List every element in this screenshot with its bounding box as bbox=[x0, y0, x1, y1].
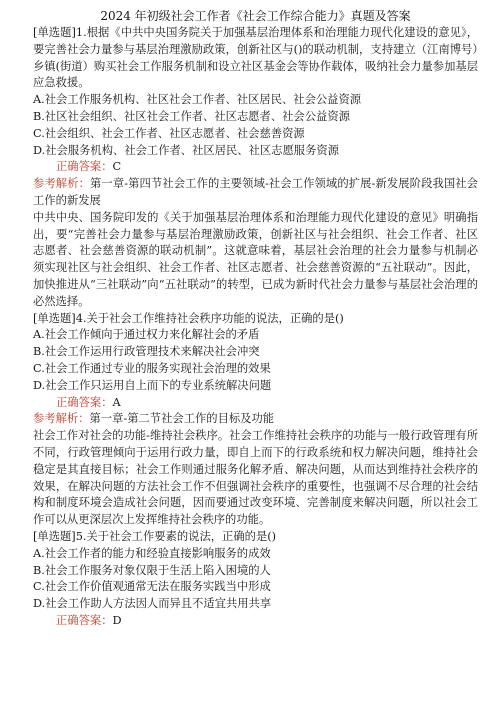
answer-value: A bbox=[112, 395, 121, 409]
option-c: C.社会工作通过专业的服务实现社会治理的效果 bbox=[33, 361, 271, 375]
correct-answer bbox=[56, 159, 478, 176]
analysis-label: 参考解析： bbox=[33, 177, 91, 191]
option-c: C.社会组织、社会工作者、社区志愿者、社会慈善资源 bbox=[33, 126, 305, 140]
correct-answer bbox=[56, 395, 478, 412]
option-d: D.社会服务机构、社会工作者、社区居民、社区志愿服务资源 bbox=[33, 143, 339, 157]
option-b: B.社会工作服务对象仅限于生活上陷入困境的人 bbox=[33, 563, 271, 577]
analysis-text: 第一章-第二节社会工作的目标及功能 社会工作对社会的功能-维持社会秩序。社会工作维持社会秩序的功能与一般行政管理有所不同，行政管理倾向于运用行政力量，即自上而下的行政系统和权力解决问题，维持社会稳定是其直接目标；社会工作则通过服务化解矛盾、解决问题，从而达到维持社会秩序的效果，在解决问题的方法社会工作不但强调社会秩序的重要性，也强调不尽合理的社会结构和制度环境会造成社会问题，因而要通过改变环境、完善制度来解决问题，所以社会工作可以从更深层次上发挥维持社会秩序的功能。 bbox=[33, 412, 478, 527]
question-stem: [单选题]1.根据《中共中央国务院关于加强基层治理体系和治理能力现代化建设的意见》，要完善社会力量参与基层治理激励政策，创新社区与()的联动机制，支持建立（江南博号）乡镇(街道）购买社会工作服务机制和设立社区基金会等协作载体，吸纳社会力量参加基层应急救援。 bbox=[33, 26, 478, 90]
option-b: B.社区社会组织、社区社会工作者、社区志愿者、社会公益资源 bbox=[33, 109, 350, 123]
question-block bbox=[33, 311, 478, 529]
analysis-text: 第一章-第四节社会工作的主要领域-社会工作领域的扩展-新发展阶段我国社会工作的新发展 中共中央、国务院印发的《关于加强基层治理体系和治理能力现代化建设的意见》明确指出，要“完善社会力量参与基层治理激励政策，创新社区与社会组织、社会工作者、社区志愿者、社会慈善资源的联动机制”。这就意味着，基层社会治理的社会力量参与机制必须实现社区与社会组织、社会工作者、社区志愿者、社会慈善资源的“五社联动”。因此，加快推进从“三社联动”向“五社联动”的转型，已成为新时代社会力量参与基层社会治理的必然选择。 bbox=[33, 177, 478, 308]
option-a: A.社会工作者的能力和经验直接影响服务的成效 bbox=[33, 546, 271, 560]
answer-label: 正确答案： bbox=[56, 160, 113, 174]
document-title: 2024 年初级社会工作者《社会工作综合能力》真题及答案 bbox=[100, 9, 411, 23]
answer-value: C bbox=[112, 160, 122, 174]
option-a: A.社会工作服务机构、社区社会工作者、社区居民、社会公益资源 bbox=[33, 93, 362, 107]
option-b: B.社会工作运用行政管理技术来解决社会冲突 bbox=[33, 345, 260, 359]
question-block bbox=[33, 25, 478, 311]
option-c: C.社会工作价值观通常无法在服务实践当中形成 bbox=[33, 580, 271, 594]
reference-analysis bbox=[33, 176, 478, 310]
option-a: A.社会工作倾向于通过权力来化解社会的矛盾 bbox=[33, 328, 260, 342]
question-stem: [单选题]5.关于社会工作要素的说法，正确的是() bbox=[33, 529, 277, 543]
correct-answer bbox=[56, 613, 478, 630]
option-d: D.社会工作助人方法因人而异且不适宜共用共享 bbox=[33, 597, 272, 611]
question-block bbox=[33, 529, 478, 630]
answer-value: D bbox=[112, 613, 122, 627]
question-stem: [单选题]4.关于社会工作维持社会秩序功能的说法，正确的是() bbox=[33, 311, 344, 325]
analysis-label: 参考解析： bbox=[33, 412, 90, 426]
answer-label: 正确答案： bbox=[56, 613, 113, 627]
option-d: D.社会工作只运用自上而下的专业系统解决问题 bbox=[33, 378, 272, 392]
answer-label: 正确答案： bbox=[56, 395, 113, 409]
reference-analysis bbox=[33, 411, 478, 529]
